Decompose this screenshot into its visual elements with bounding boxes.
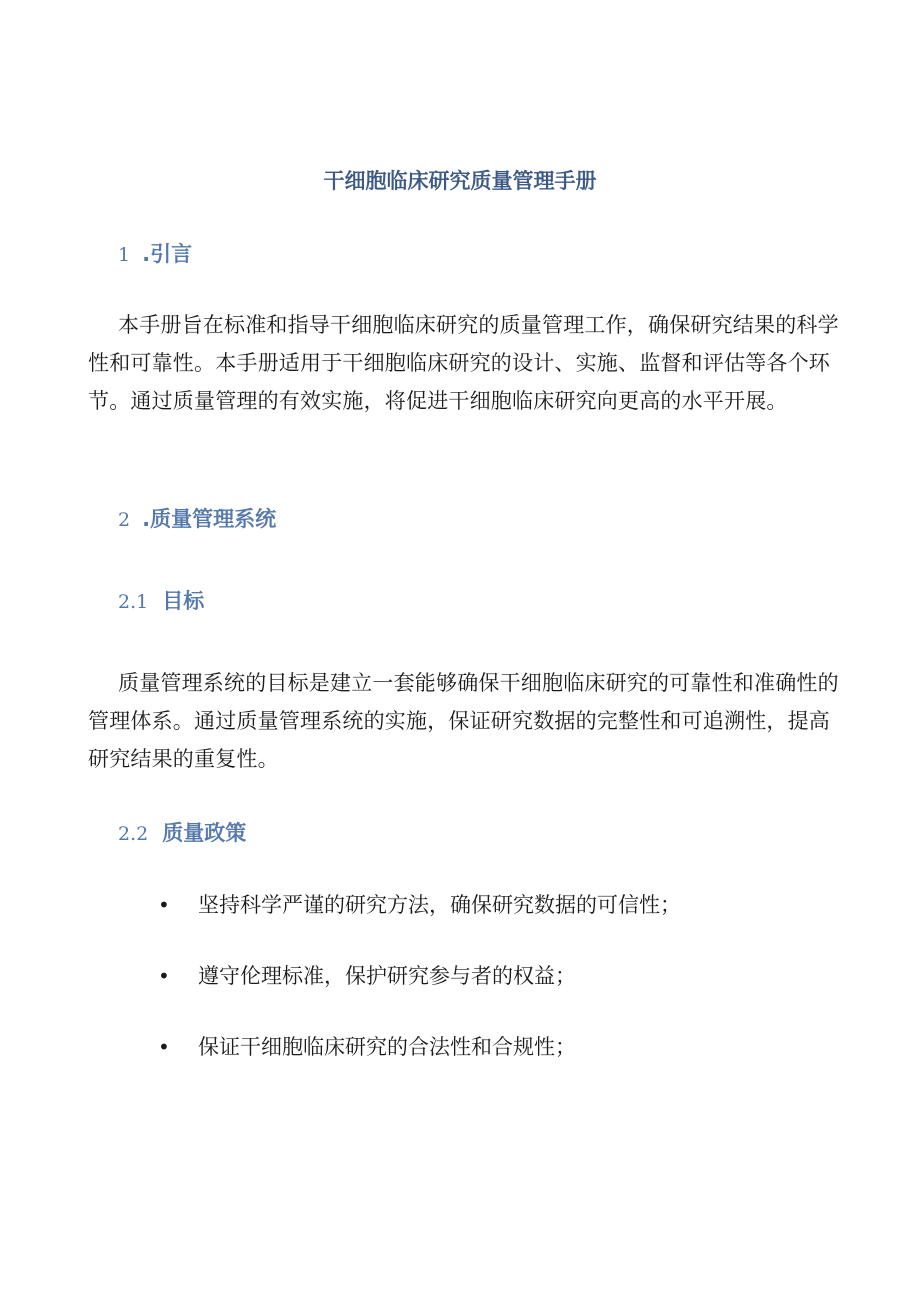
section-number: 2 xyxy=(118,509,131,531)
section-number: 2.1 xyxy=(118,591,149,613)
section-title: 引言 xyxy=(150,242,193,266)
section-number: 1 xyxy=(118,244,131,266)
list-item xyxy=(158,1032,576,1062)
bullet-icon: • xyxy=(158,964,170,988)
subsection-heading-goal xyxy=(118,586,204,617)
section-title: 质量管理系统 xyxy=(150,507,277,531)
section-title: 目标 xyxy=(162,589,205,613)
page-title: 干细胞临床研究质量管理手册 xyxy=(323,169,597,193)
section-heading-quality-system xyxy=(118,504,276,535)
list-item-text: 坚持科学严谨的研究方法，确保研究数据的可信性； xyxy=(198,893,681,917)
subsection-heading-quality-policy xyxy=(118,818,246,849)
intro-paragraph: 本手册旨在标准和指导干细胞临床研究的质量管理工作，确保研究结果的科学性和可靠性。本手册适用于干细胞临床研究的设计、实施、监督和评估等各个环节。通过质量管理的有效实施，将促进干细胞临床研究向更高的水平开展。 xyxy=(88,313,839,413)
bullet-icon: • xyxy=(158,893,170,917)
section-separator: . xyxy=(142,507,151,531)
list-item-text: 遵守伦理标准，保护研究参与者的权益； xyxy=(198,964,576,988)
section-separator: . xyxy=(142,242,151,266)
bullet-icon: • xyxy=(158,1035,170,1059)
section-number: 2.2 xyxy=(118,823,149,845)
list-item xyxy=(158,961,576,991)
section-heading-introduction xyxy=(118,239,192,270)
section-title: 质量政策 xyxy=(162,821,247,845)
list-item xyxy=(158,890,681,920)
goal-paragraph: 质量管理系统的目标是建立一套能够确保干细胞临床研究的可靠性和准确性的管理体系。通过质量管理系统的实施，保证研究数据的完整性和可追溯性，提高研究结果的重复性。 xyxy=(88,671,839,771)
list-item-text: 保证干细胞临床研究的合法性和合规性； xyxy=(198,1035,576,1059)
